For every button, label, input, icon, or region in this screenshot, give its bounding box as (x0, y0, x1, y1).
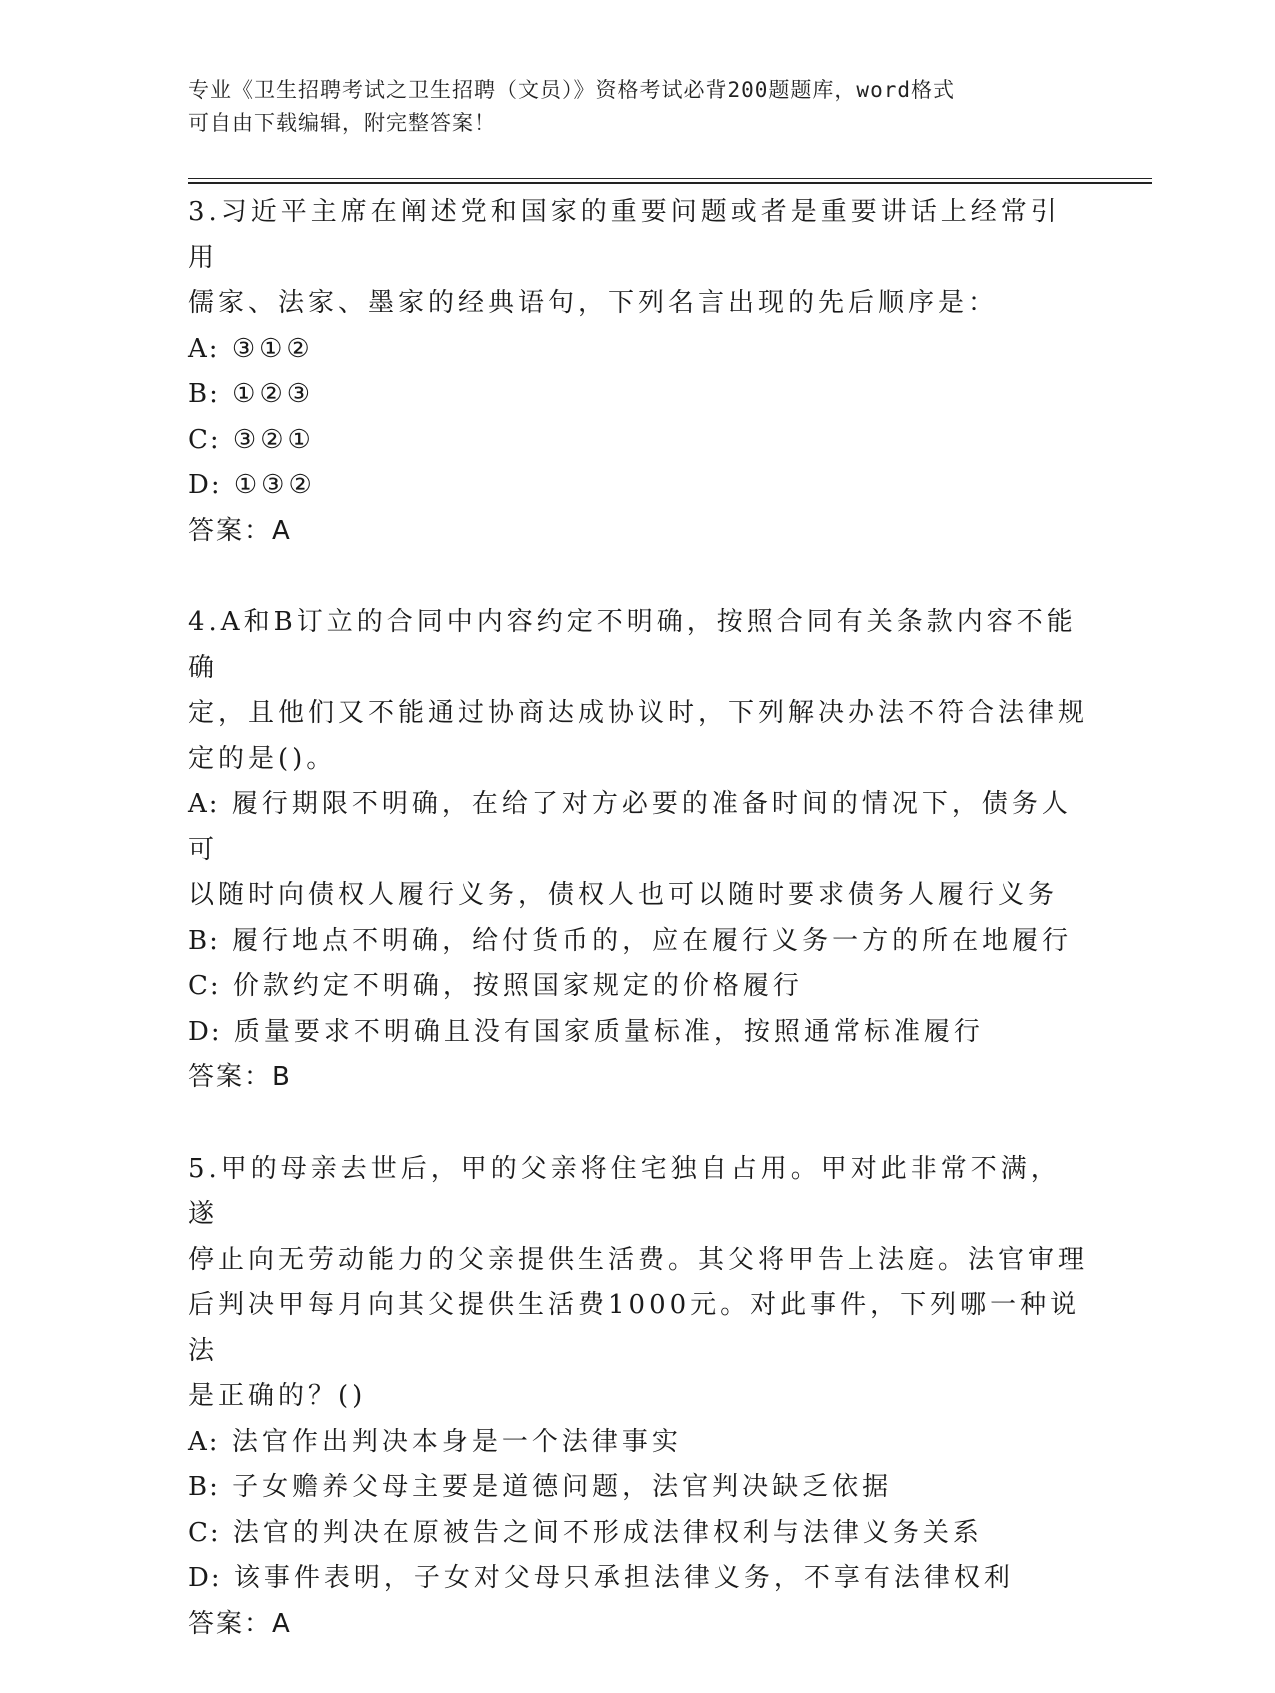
question-list (188, 190, 1088, 1693)
header-line-1: 专业《卫生招聘考试之卫生招聘（文员）》资格考试必背200题题库，word格式 (188, 78, 955, 102)
option-d (188, 463, 1088, 509)
option-b (188, 1465, 1088, 1511)
option-letter: C: (188, 424, 221, 455)
option-a (188, 1420, 1088, 1466)
question-3 (188, 190, 1088, 554)
option-letter: C: (188, 1517, 221, 1548)
header-line-2: 可自由下载编辑，附完整答案！ (188, 111, 496, 135)
option-d (188, 1556, 1088, 1602)
question-text-line: 停止向无劳动能力的父亲提供生活费。其父将甲告上法庭。法官审理 (188, 1244, 1089, 1275)
option-text: ③①② (231, 333, 314, 364)
question-text-line: 儒家、法家、墨家的经典语句，下列名言出现的先后顺序是： (188, 288, 999, 318)
option-text: 子女赡养父母主要是道德问题，法官判决缺乏依据 (232, 1472, 893, 1502)
option-c (188, 1511, 1088, 1557)
option-letter: B: (188, 379, 220, 409)
question-4 (188, 600, 1088, 1101)
option-text: 价款约定不明确，按照国家规定的价格履行 (232, 971, 803, 1001)
header-divider-thick (188, 182, 1152, 184)
option-letter: D: (188, 1016, 222, 1047)
question-text-line: 5.甲的母亲去世后，甲的父亲将住宅独自占用。甲对此非常不满，遂 (188, 1153, 1061, 1229)
question-text-line: 是正确的？() (188, 1381, 367, 1411)
option-d (188, 1010, 1088, 1056)
question-5 (188, 1147, 1088, 1648)
option-a (188, 327, 1088, 373)
question-text-line: 后判决甲每月向其父提供生活费1000元。对此事件，下列哪一种说法 (188, 1290, 1081, 1366)
option-b (188, 372, 1088, 418)
option-letter: A: (188, 789, 220, 819)
option-text: ①③② (233, 470, 316, 500)
answer-line: 答案：A (188, 515, 292, 546)
question-text-line: 定，且他们又不能通过协商达成协议时，下列解决办法不符合法律规 (188, 698, 1089, 728)
option-a (188, 782, 1088, 873)
option-text: ①②③ (232, 379, 315, 409)
option-c (188, 964, 1088, 1010)
header-divider-thin (188, 178, 1152, 179)
option-text: 法官的判决在原被告之间不形成法律权利与法律义务关系 (232, 1517, 983, 1548)
option-letter: B: (188, 925, 220, 956)
option-letter: A: (188, 1426, 220, 1457)
option-a-continued: 以随时向债权人履行义务，债权人也可以随时要求债务人履行义务 (188, 880, 1059, 910)
option-letter: B: (188, 1472, 220, 1502)
option-text: 履行地点不明确，给付货币的，应在履行义务一方的所在地履行 (232, 925, 1073, 956)
answer-line: 答案：B (188, 1062, 292, 1092)
question-text-line: 3.习近平主席在阐述党和国家的重要问题或者是重要讲话上经常引用 (188, 197, 1061, 273)
question-text-line: 定的是()。 (188, 743, 337, 774)
option-letter: A: (188, 333, 220, 364)
document-header (188, 74, 1088, 140)
option-letter: C: (188, 971, 221, 1001)
option-letter: D: (188, 1563, 222, 1593)
option-c (188, 418, 1088, 464)
option-text: 该事件表明，子女对父母只承担法律义务，不享有法律权利 (233, 1563, 1014, 1593)
option-b (188, 919, 1088, 965)
option-text: 质量要求不明确且没有国家质量标准，按照通常标准履行 (233, 1016, 984, 1047)
answer-line: 答案：A (188, 1608, 292, 1639)
question-text-line: 4.A和B订立的合同中内容约定不明确，按照合同有关条款内容不能确 (188, 607, 1077, 683)
option-text: 履行期限不明确，在给了对方必要的准备时间的情况下，债务人可 (188, 789, 1072, 865)
option-text: ③②① (232, 424, 315, 455)
option-letter: D: (188, 470, 222, 500)
option-text: 法官作出判决本身是一个法律事实 (231, 1426, 682, 1457)
